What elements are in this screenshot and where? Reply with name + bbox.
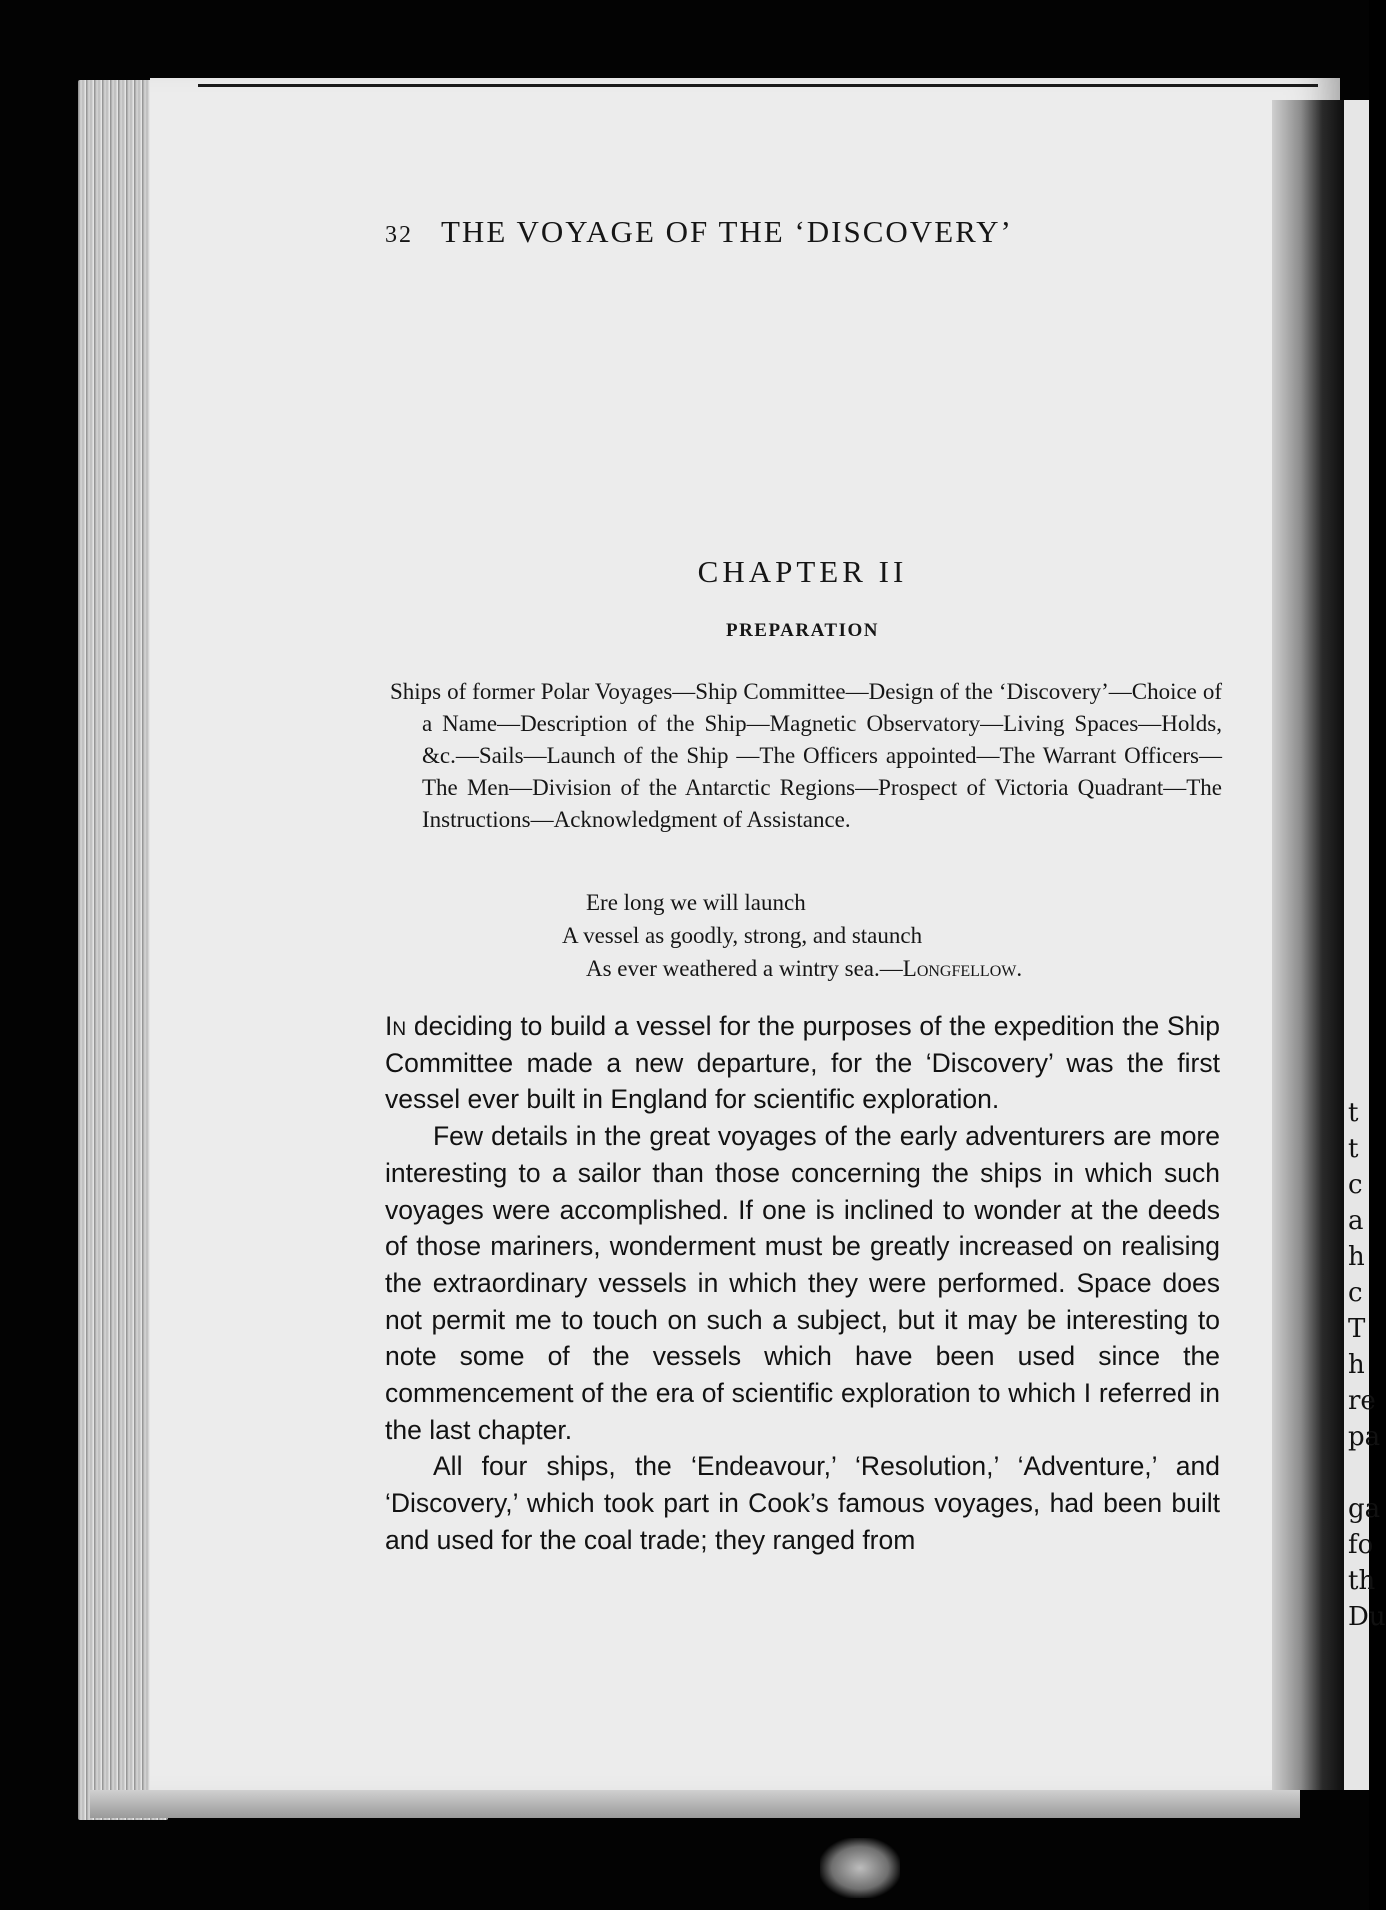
facing-line: t [1348,1098,1359,1128]
page-bottom-edge [90,1790,1300,1818]
facing-line: c [1348,1170,1363,1200]
chapter-subtitle: PREPARATION [725,620,880,641]
paragraph-2: Few details in the great voyages of the early adventurers are more interesting to a sailor than those concerning the ships in which such voyages were accomplished. If one is inclined to wonder at the deeds of those mariners, wonderment must be greatly increased on realising the extraordinary vessels in which they were performed. Space does not permit me to touch on such a subject, but it may be interesting to note some of the vessels which have been used since the commencement of the era of scientific exploration to which I referred in the last chapter. [385,1121,1220,1445]
binding-gutter [1272,100,1344,1790]
paragraph-1-text: deciding to build a vessel for the purposes of the expedition the Ship Committee made a new departure, for the ‘Discovery’ was the first vessel ever built in England for scientific exploration. [385,1011,1220,1115]
facing-line: a [1348,1206,1364,1236]
epigraph-line-3 [586,952,1206,985]
paragraph-1 [385,1008,1220,1118]
epigraph-author: Longfellow. [902,956,1023,981]
body-text [385,1008,1220,1559]
epigraph [562,886,1206,985]
facing-line: re [1348,1386,1376,1416]
paragraph-1-opening: In [385,1011,407,1041]
top-rule [198,84,1318,87]
facing-line: c [1348,1278,1363,1308]
epigraph-line-2: A vessel as goodly, strong, and staunch [562,923,923,948]
running-head [385,214,1175,250]
page-number: 32 [385,222,413,248]
chapter-summary: Ships of former Polar Voyages—Ship Committee—Design of the ‘Discovery’—Choice of a Name—Description of the Ship—Magnetic Observatory—Living Spaces—Holds, &c.—Sails—Launch of the Ship —The Officers appointed—The Warrant Officers—The Men—Division of the Antarctic Regions—Prospect of Victoria Quadrant—The Instructions—Acknowledgment of Assistance. [390,679,1222,832]
paragraph-3: All four ships, the ‘Endeavour,’ ‘Resolution,’ ‘Adventure,’ and ‘Discovery,’ which took part in Cook’s famous voyages, had been built and used for the coal trade; they ranged from [385,1451,1220,1555]
facing-line: t [1348,1134,1359,1164]
scan-artifact [820,1838,900,1898]
facing-line: h [1348,1350,1365,1380]
facing-line: T [1348,1314,1366,1344]
running-head-title: THE VOYAGE OF THE ‘DISCOVERY’ [441,214,1013,249]
facing-line: ga [1348,1494,1381,1524]
epigraph-line-1: Ere long we will launch [586,890,806,915]
facing-line: Du [1348,1602,1386,1632]
facing-page-text [1348,1095,1386,1635]
facing-line: th [1348,1566,1376,1596]
chapter-title: CHAPTER II [697,554,908,589]
facing-line-gap [1348,1455,1369,1491]
facing-line: fo [1348,1530,1374,1560]
facing-line: pa [1348,1422,1381,1452]
epigraph-line-3-text: As ever weathered a wintry sea.— [586,956,903,981]
facing-line: h [1348,1242,1365,1272]
